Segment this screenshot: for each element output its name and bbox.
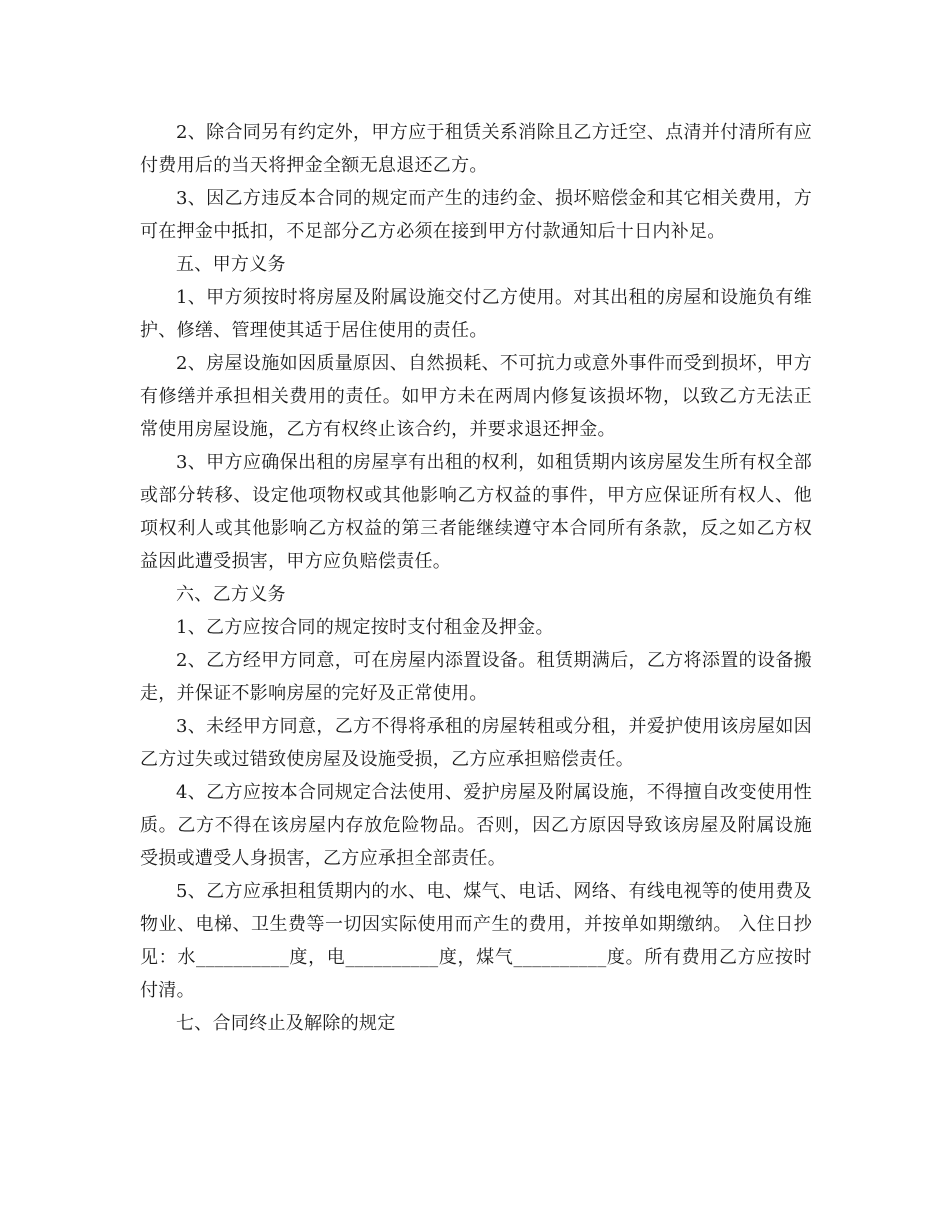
section-heading-5: 五、甲方义务 [176,254,286,275]
clause-6-2: 2、乙方经甲方同意，可在房屋内添置设备。租赁期满后，乙方将添置的设备搬走，并保证不影响房屋的完好及正常使用。 [140,650,812,704]
clause-4-3: 3、因乙方违反本合同的规定而产生的违约金、损坏赔偿金和其它相关费用，方可在押金中抵扣，不足部分乙方必须在接到甲方付款通知后十日内补足。 [140,188,812,242]
clause-5-3: 3、甲方应确保出租的房屋享有出租的权利，如租赁期内该房屋发生所有权全部或部分转移、设定他项物权或其他影响乙方权益的事件，甲方应保证所有权人、他项权利人或其他影响乙方权益的第三者能继续遵守本合同所有条款，反之如乙方权益因此遭受损害，甲方应负赔偿责任。 [140,452,812,572]
section-heading-7: 七、合同终止及解除的规定 [176,1013,396,1034]
clause-6-3: 3、未经甲方同意，乙方不得将承租的房屋转租或分租，并爱护使用该房屋如因乙方过失或过错致使房屋及设施受损，乙方应承担赔偿责任。 [140,716,812,770]
clause-6-4: 4、乙方应按本合同规定合法使用、爱护房屋及附属设施，不得擅自改变使用性质。乙方不得在该房屋内存放危险物品。否则，因乙方原因导致该房屋及附属设施受损或遭受人身损害，乙方应承担全部责任。 [140,782,812,869]
contract-body [140,116,812,1040]
section-heading-6: 六、乙方义务 [176,584,286,605]
clause-6-5: 5、乙方应承担租赁期内的水、电、煤气、电话、网络、有线电视等的使用费及物业、电梯、卫生费等一切因实际使用而产生的费用，并按单如期缴纳。 入住日抄见：水__________度，电__________度，煤气__________度。所有费用乙方应按时付清。 [140,881,812,1001]
clause-6-1: 1、乙方应按合同的规定按时支付租金及押金。 [176,617,554,638]
clause-4-2: 2、除合同另有约定外，甲方应于租赁关系消除且乙方迁空、点清并付清所有应付费用后的当天将押金全额无息退还乙方。 [140,122,812,176]
clause-5-2: 2、房屋设施如因质量原因、自然损耗、不可抗力或意外事件而受到损坏，甲方有修缮并承担相关费用的责任。如甲方未在两周内修复该损坏物，以致乙方无法正常使用房屋设施，乙方有权终止该合约，并要求退还押金。 [140,353,812,440]
clause-5-1: 1、甲方须按时将房屋及附属设施交付乙方使用。对其出租的房屋和设施负有维护、修缮、管理使其适于居住使用的责任。 [140,287,812,341]
